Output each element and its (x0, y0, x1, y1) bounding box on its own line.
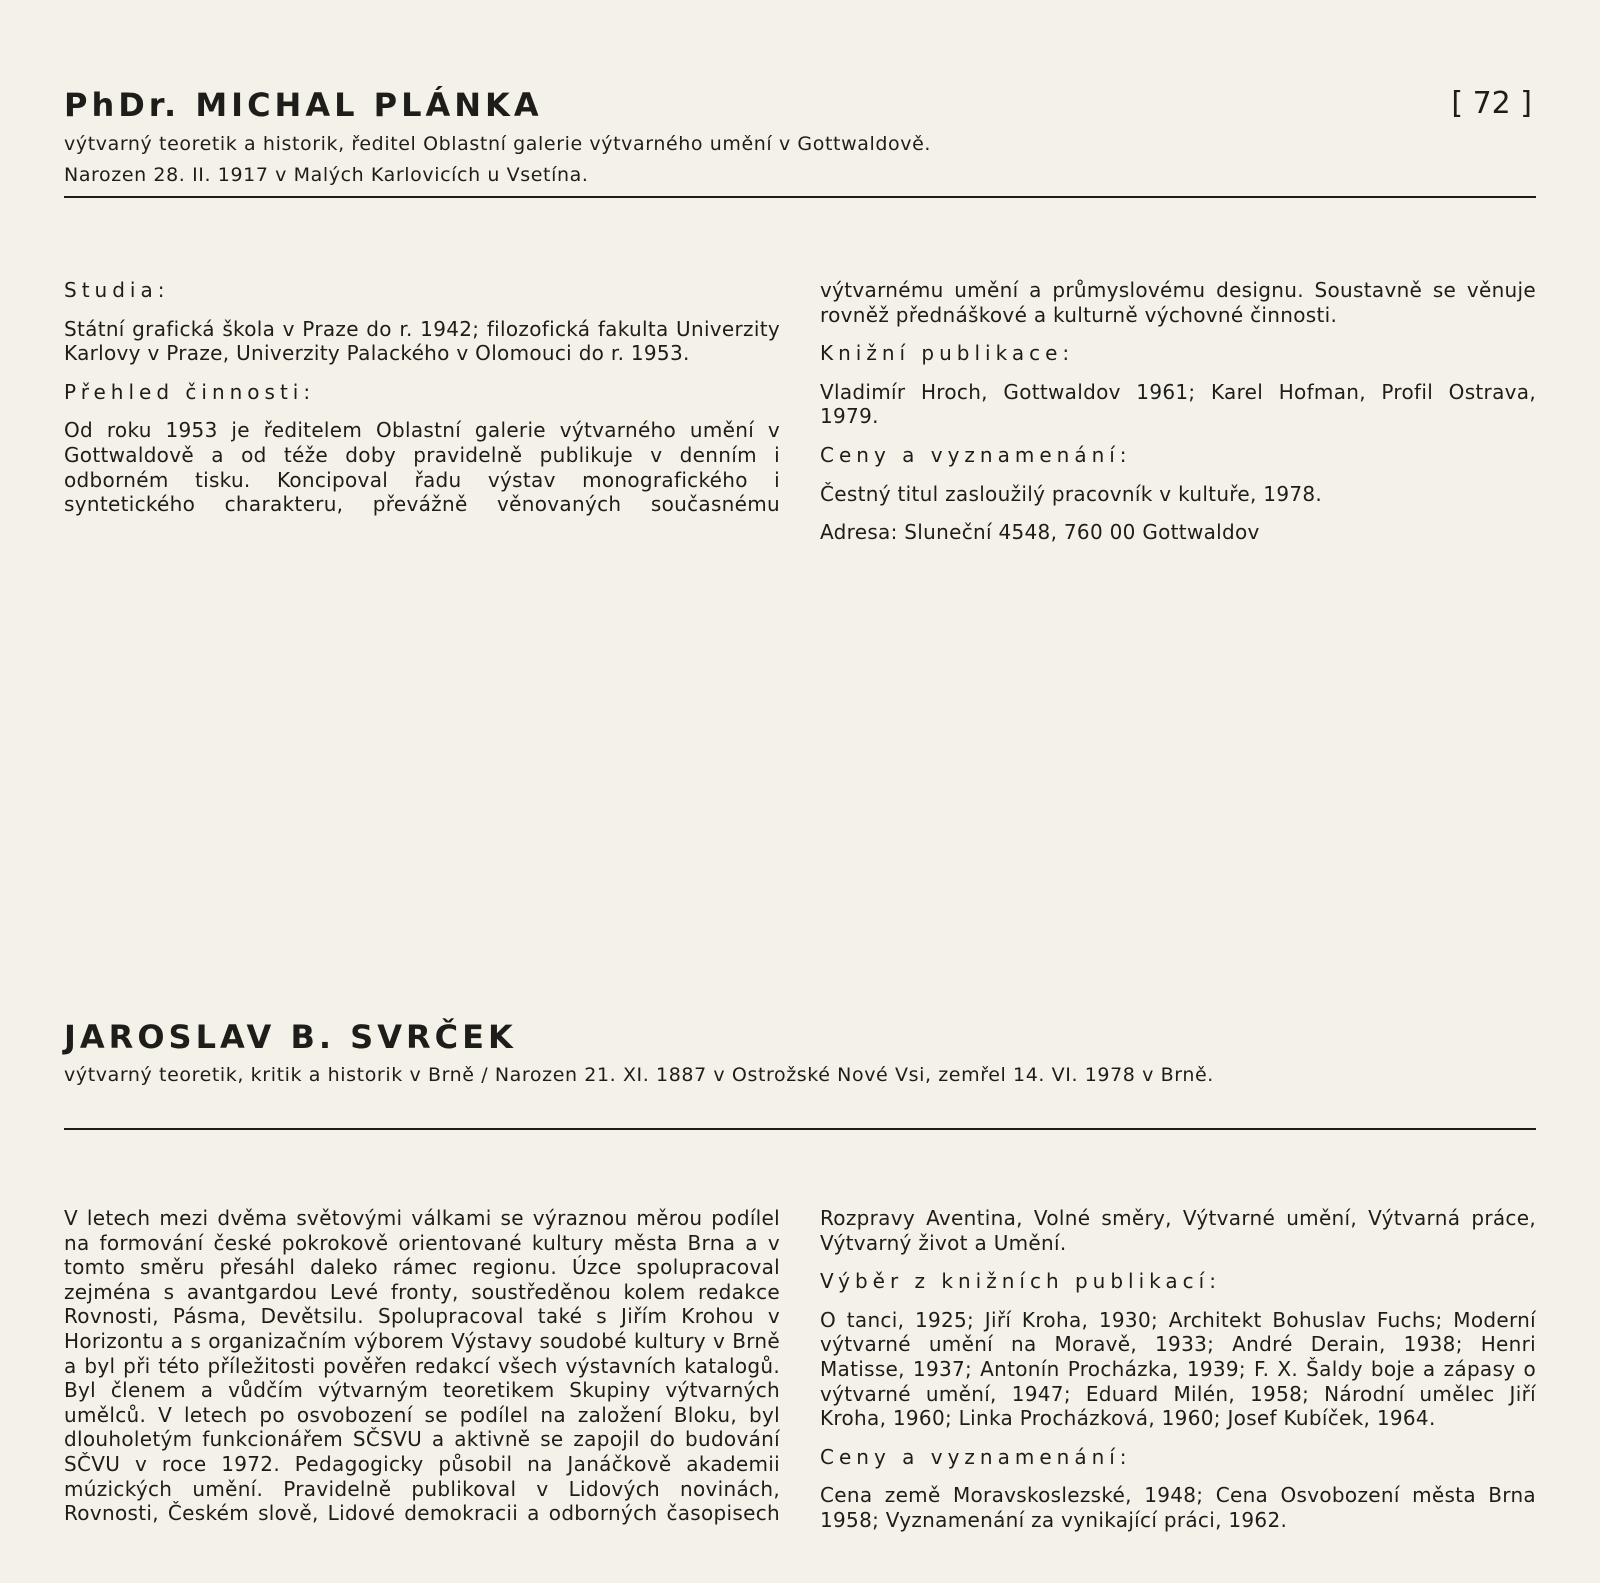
entry2-subtitle-line1: výtvarný teoretik, kritik a historik v Brně / Narozen 21. XI. 1887 v Ostrožské Nové Vsi, zemřel 14. VI. 1978 v Brně. (64, 1064, 1214, 1086)
page-number: [ 72 ] (1451, 86, 1532, 121)
entry2-ceny-heading: Ceny a vyznamenání: (820, 1444, 1132, 1469)
entry1-rule (64, 196, 1536, 198)
entry2-rule (64, 1128, 1536, 1130)
entry1-subtitle-line1: výtvarný teoretik a historik, ředitel Oblastní galerie výtvarného umění v Gottwaldově. (64, 133, 932, 155)
entry1-prehled-text: Od roku 1953 je ředitelem Oblastní galerie výtvarného umění v Gottwaldově a od téže doby pravidelně publikuje v denním i odborném tisku. Koncipoval řadu výstav monografického i syntetického charakteru, převážně věnovaných současnému výtvarnému umění a průmyslovému designu. Soustavně se věnuje rovněž přednáškové a kulturně výchovné činnosti. (64, 278, 1536, 517)
entry1-ceny-text: Čestný titul zasloužilý pracovník v kultuře, 1978. (820, 481, 1323, 506)
entry1-prehled-heading: Přehled činnosti: (64, 379, 316, 404)
entry1-column (64, 278, 1536, 558)
entry1-name: PhDr. MICHAL PLÁNKA (64, 86, 543, 124)
entry1-studia-heading: Studia: (64, 278, 170, 302)
entry1-publikace-text: Vladimír Hroch, Gottwaldov 1961; Karel Hofman, Profil Ostrava, 1979. (820, 379, 1536, 429)
entry2-vyber-heading: Výběr z knižních publikací: (820, 1269, 1221, 1294)
entry1-publikace-heading: Knižní publikace: (820, 341, 1075, 366)
entry1-ceny-heading: Ceny a vyznamenání: (820, 442, 1132, 467)
entry1-adresa: Adresa: Sluneční 4548, 760 00 Gottwaldov (820, 520, 1260, 545)
entry1-studia-text: Státní grafická škola v Praze do r. 1942; filozofická fakulta Univerzity Karlovy v Praze, Univerzity Palackého v Olomouci do r. 1953. (64, 316, 780, 366)
entry2-ceny-text: Cena země Moravskoslezské, 1948; Cena Osvobození města Brna 1958; Vyznamenání za vynikající práci, 1962. (820, 1483, 1536, 1532)
entry2-name: JAROSLAV B. SVRČEK (64, 1018, 517, 1056)
entry1-subtitle-line2: Narozen 28. II. 1917 v Malých Karlovicích u Vsetína. (64, 164, 589, 186)
entry2-column (64, 1206, 1536, 1566)
entry2-vyber-text: O tanci, 1925; Jiří Kroha, 1930; Architekt Bohuslav Fuchs; Moderní výtvarné umění na Moravě, 1933; André Derain, 1938; Henri Matisse, 1937; Antonín Procházka, 1939; F. X. Šaldy boje a zápasy o výtvarné umění, 1947; Eduard Milén, 1958; Národní umělec Jiří Kroha, 1960; Linka Procházková, 1960; Josef Kubíček, 1964. (820, 1307, 1536, 1431)
entry2-body-text: V letech mezi dvěma světovými válkami se výraznou měrou podílel na formování české pokrokově orientované kultury města Brna a v tomto směru přesáhl daleko rámec regionu. Úzce spolupracoval zejména s avantgardou Levé fronty, soustředěnou kolem redakce Rovnosti, Pásma, Devětsilu. Spolupracoval také s Jiřím Krohou v Horizontu a s organizačním výborem Výstavy soudobé kultury v Brně a byl při této příležitosti pověřen redakcí všech výstavních katalogů. Byl členem a vůdčím výtvarným teoretikem Skupiny výtvarných umělců. V letech po osvobození se podílel na založení Bloku, byl dlouholetým funkcionářem SČSVU a aktivně se zapojil do budování SČVU v roce 1972. Pedagogicky působil na Janáčkově akademii múzických umění. Pravidelně publikoval v Lidových novinách, Rovnosti, Českém slově, Lidové demokracii a odborných časopisech Rozpravy Aventina, Volné směry, Výtvarné umění, Výtvarná práce, Výtvarný život a Umění. (64, 1206, 1536, 1526)
